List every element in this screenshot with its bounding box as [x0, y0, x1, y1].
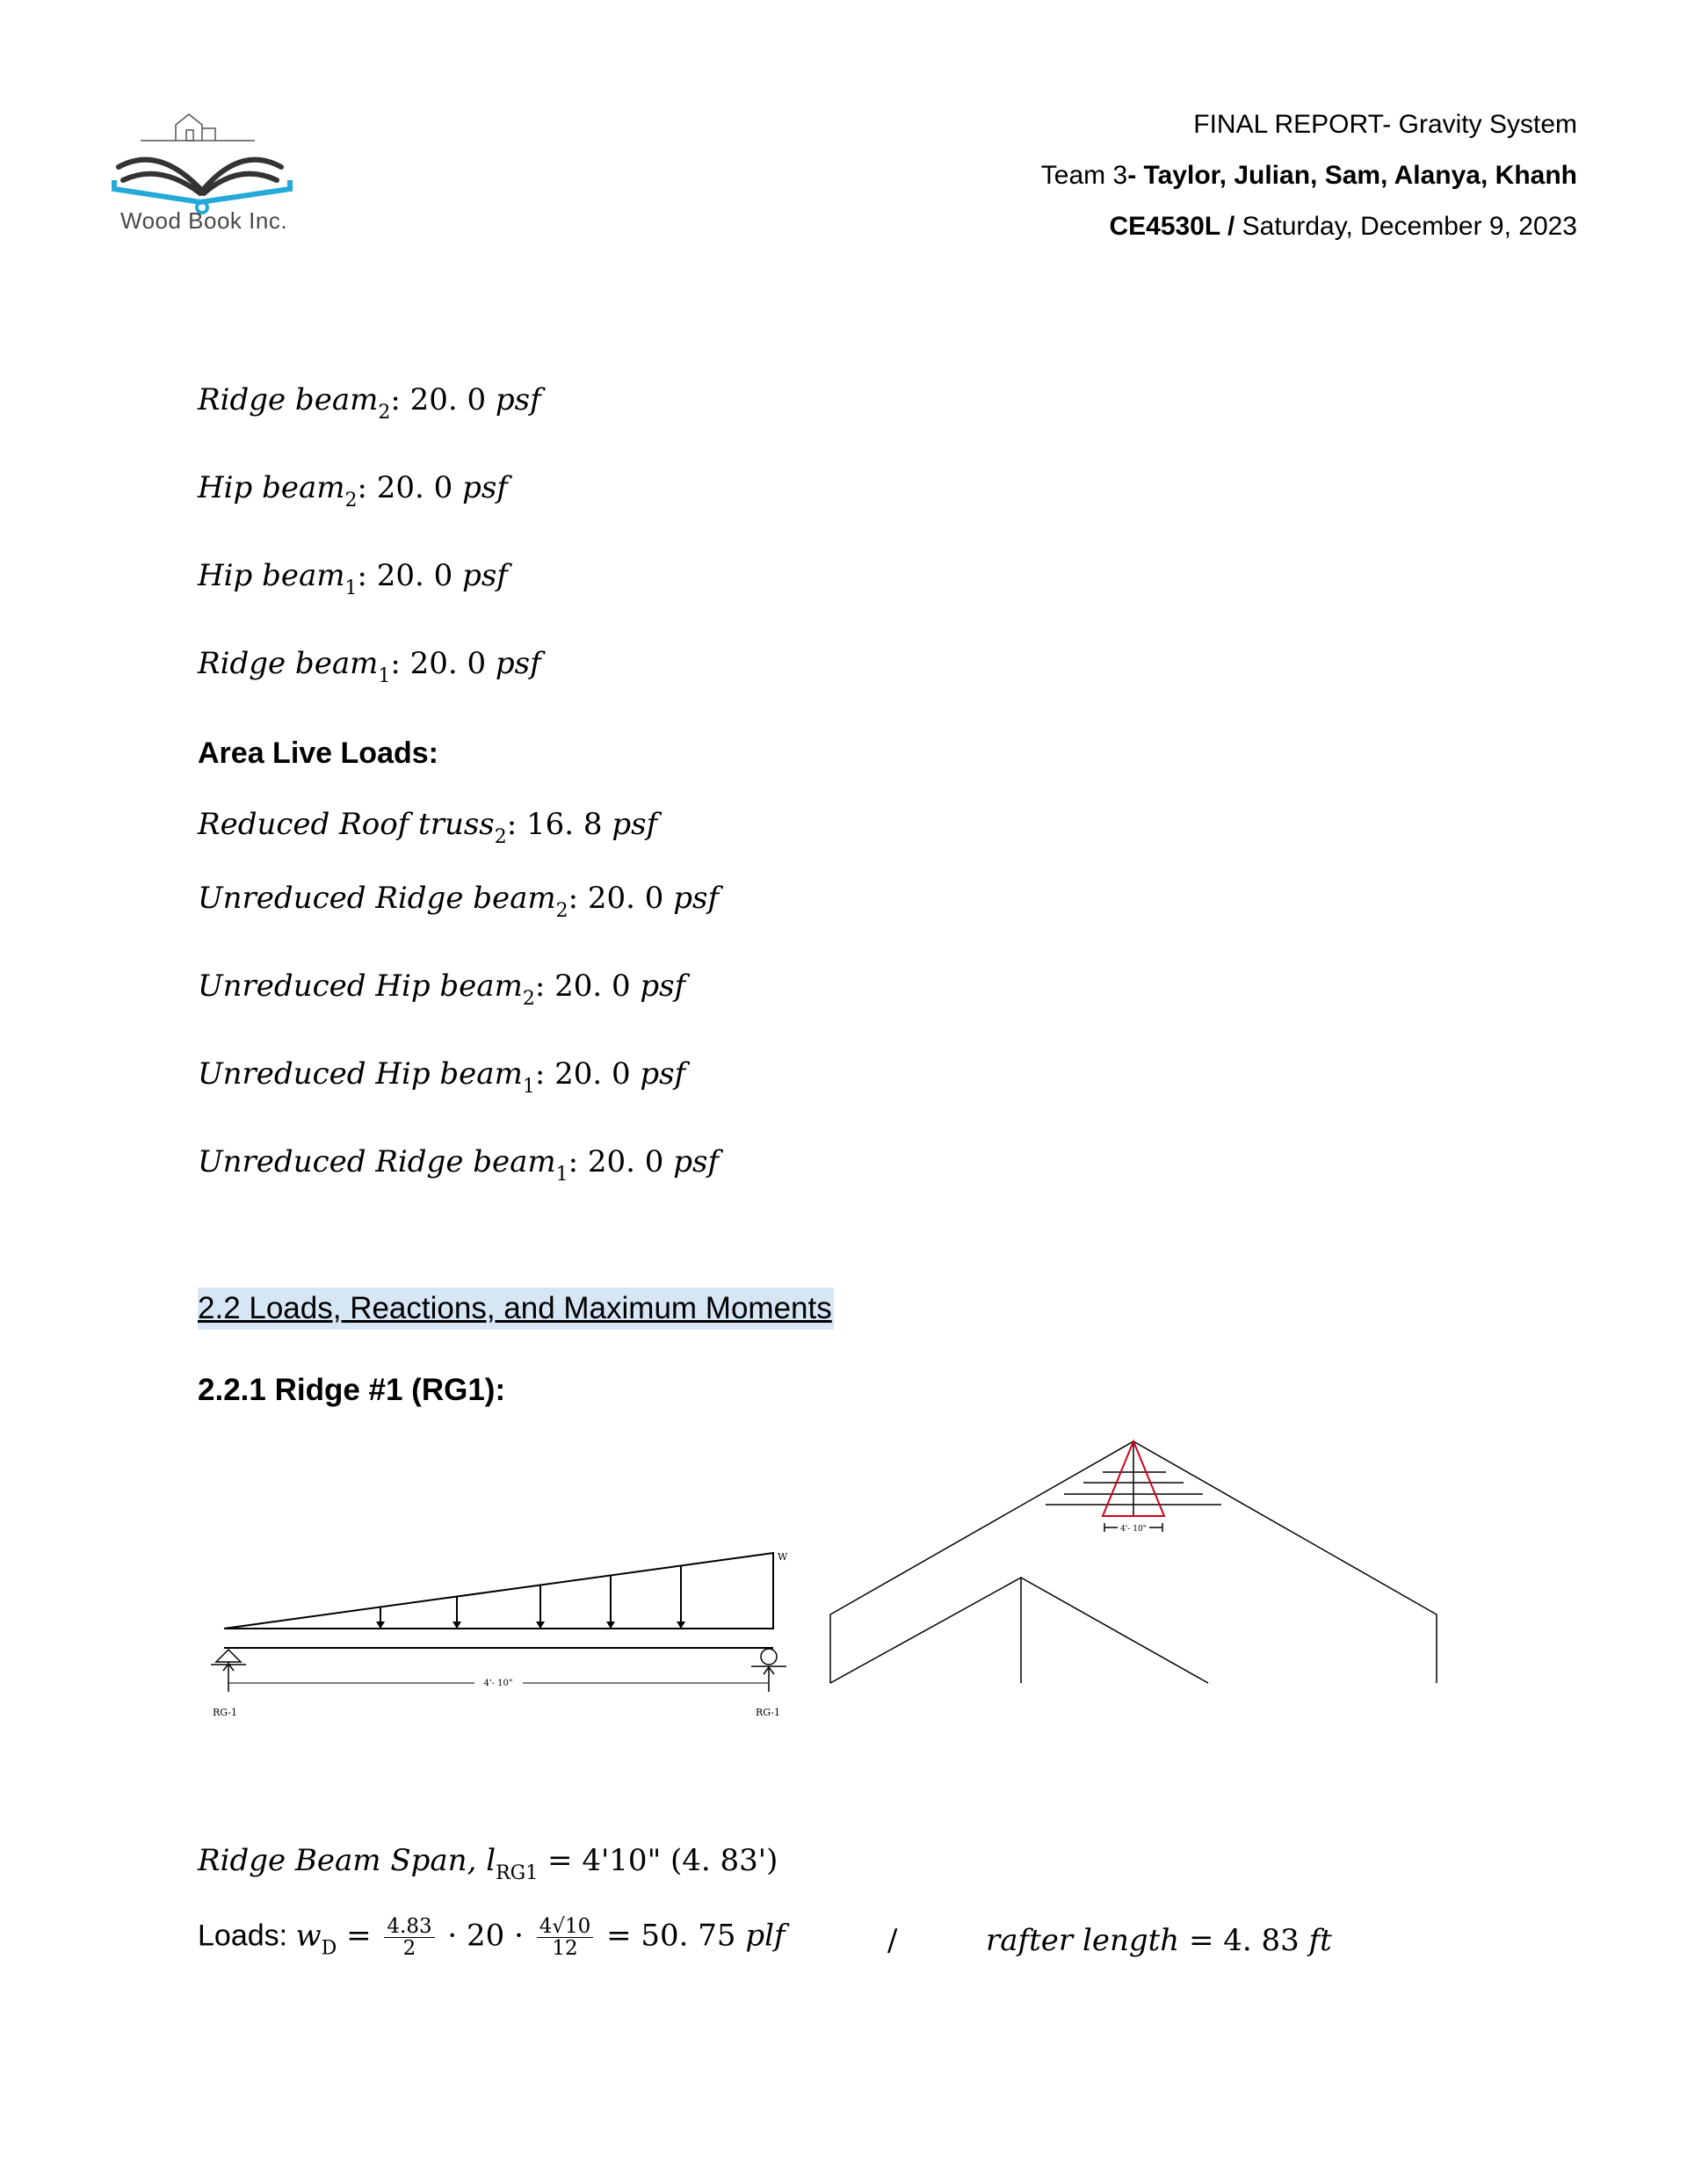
dead-load-item: Ridge beam$_2$: 20. 0 psf — [198, 382, 541, 424]
live-load-item: Unreduced Ridge beam$_1$: 20. 0 psf — [198, 1144, 720, 1186]
load-arrows — [376, 1622, 685, 1629]
subsection-heading: 2.2.1 Ridge #1 (RG1): — [198, 1373, 506, 1407]
house-icon — [141, 114, 255, 141]
live-load-item: Reduced Roof truss$_2$: 16. 8 psf — [198, 807, 658, 848]
span-equation: Ridge Beam Span, $l_{RG1} = 4'10$" (4. 83') — [198, 1843, 778, 1884]
load-label: W — [778, 1551, 788, 1563]
rafter-length-equation: rafter length = 4. 83 ft — [986, 1923, 1332, 1958]
fraction-1: $\frac{4.83}{2}$ — [384, 1916, 434, 1959]
live-load-item: Unreduced Ridge beam$_2$: 20. 0 psf — [198, 881, 720, 922]
team-members: - Taylor, Julian, Sam, Alanya, Khanh — [1127, 161, 1577, 190]
support-label-left: RG-1 — [213, 1707, 237, 1718]
plan-span-label: 4'- 10" — [1120, 1525, 1147, 1534]
dead-load-item: Ridge beam$_1$: 20. 0 psf — [198, 646, 541, 687]
support-label-right: RG-1 — [756, 1707, 780, 1718]
report-title: FINAL REPORT- Gravity System — [1193, 110, 1577, 139]
live-load-item: Unreduced Hip beam$_1$: 20. 0 psf — [198, 1056, 686, 1098]
book-icon — [119, 160, 281, 193]
inner-roof-outline — [830, 1578, 1208, 1683]
course-code: CE4530L / — [1109, 212, 1235, 241]
beam-load-diagram — [202, 1463, 800, 1727]
span-label: 4'- 10" — [483, 1679, 513, 1688]
fraction-2: $\frac{4√10}{12}$ — [537, 1916, 594, 1959]
loads-equation: Loads: $w_D$ = $\frac{4.83}{2}$ · 20 · $\frac{4√10}{12}$ = 50. 75 plf — [198, 1915, 786, 1961]
team-line — [1041, 161, 1577, 191]
dead-load-item: Hip beam$_1$: 20. 0 psf — [198, 558, 508, 599]
course-date-line — [1109, 212, 1577, 242]
roof-ridge-diagram — [822, 1433, 1445, 1696]
triangular-load-shape — [224, 1553, 773, 1629]
live-load-item: Unreduced Hip beam$_2$: 20. 0 psf — [198, 969, 686, 1010]
dead-load-item: Hip beam$_2$: 20. 0 psf — [198, 470, 508, 512]
equation-separator: / — [887, 1923, 898, 1958]
report-date: Saturday, December 9, 2023 — [1234, 212, 1577, 241]
company-name: Wood Book Inc. — [120, 207, 288, 234]
team-label: Team 3 — [1040, 161, 1128, 190]
section-heading: 2.2 Loads, Reactions, and Maximum Moments — [198, 1288, 834, 1330]
live-loads-heading: Area Live Loads: — [198, 736, 438, 770]
